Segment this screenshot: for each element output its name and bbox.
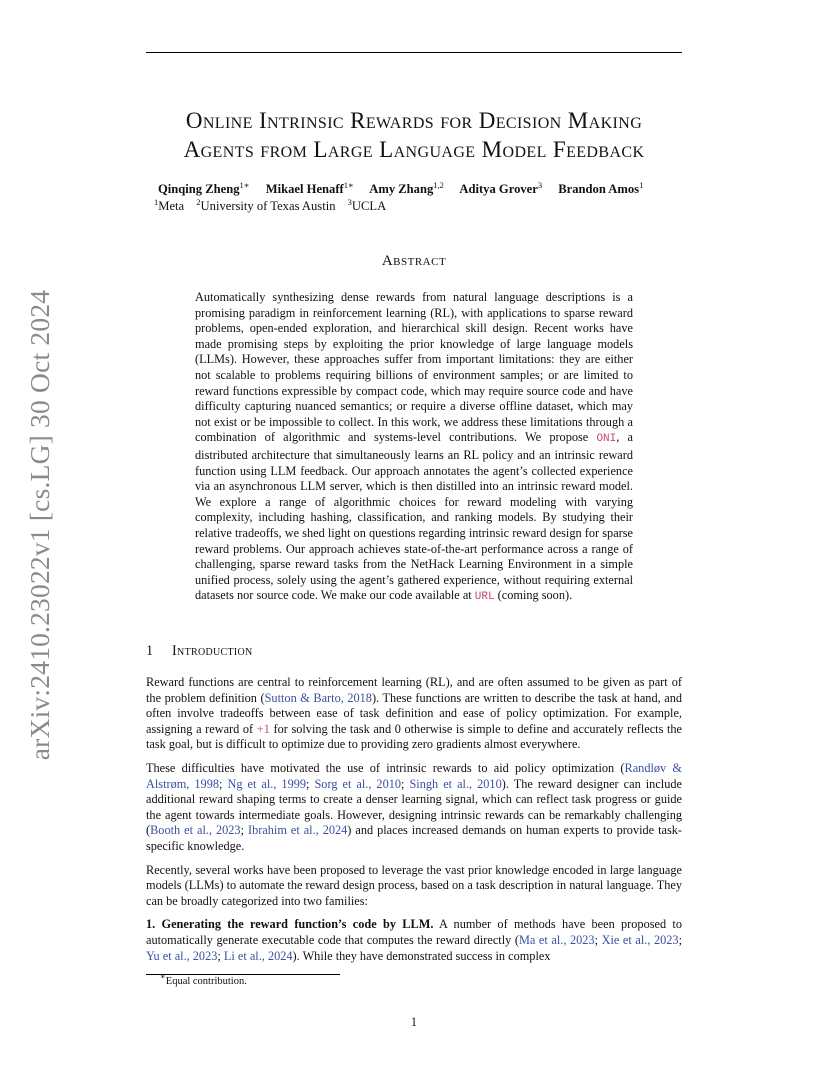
title-line-1: Online Intrinsic Rewards for Decision Making [185, 108, 643, 133]
footnote [160, 971, 247, 987]
header-rule [146, 52, 682, 53]
code-url-link[interactable]: URL [474, 591, 495, 604]
oni-method-link[interactable]: ONI [596, 433, 617, 446]
footnote-rule [146, 974, 340, 975]
abstract-part-2: , a distributed architecture that simultaneously learns an RL policy and an intrinsic reward function using LLM feedback. Our approach annotates the agent’s collected experience via an asynchronous LLM server, which is then distilled into an intrinsic reward model. We explore a range of algorithmic choices for reward modeling with varying complexity, including hashing, classification, and ranking models. By studying their relative tradeoffs, we shed light on questions regarding intrinsic reward design for sparse reward problems. Our approach achieves state-of-the-art performance across a range of challenging, sparse reward tasks from the NetHack Learning Environment in a simple unified process, solely using the agent’s gathered experience, without requiring external datasets nor source code. We make our code available at [195, 430, 633, 603]
author-list [158, 182, 643, 197]
paragraph [146, 675, 682, 753]
paragraph: These difficulties have motivated the use of intrinsic rewards to aid policy optimization (Randløv & Alstrøm, 1998; Ng et al., 1999; Sorg et al., 2010; Singh et al., 2010). The reward designer can include additional reward shaping terms to create a denser learning signal, which can reflect task progress or guide the agent towards intermediate goals. However, designing intrinsic rewards can be remarkably challenging (Booth et al., 2023; Ibrahim et al., 2024) and places increased demands on human experts to provide task-specific knowledge. [146, 760, 683, 853]
citation-link[interactable]: Booth et al., 2023 [150, 823, 241, 838]
author-name: Amy Zhang [369, 182, 434, 196]
citation-link[interactable]: Singh et al., 2010 [409, 776, 502, 791]
footnote-mark: ∗ [160, 971, 166, 981]
math-plus-one: +1 [256, 721, 270, 736]
text-run: ). While they have demonstrated success in complex [292, 948, 551, 963]
bold-lead: 1. Generating the reward function’s code by LLM. [146, 917, 434, 932]
paper-title [146, 106, 682, 164]
arxiv-identifier[interactable]: arXiv:2410.23022v1 [cs.LG] 30 Oct 2024 [24, 289, 55, 761]
citation-link[interactable]: Xie et al., 2023 [601, 932, 679, 947]
citation-link[interactable]: Randløv & Alstrøm, 1998 [146, 760, 683, 791]
affiliation-mark: 2 [196, 197, 201, 207]
text-run: ) and places increased demands on human experts to provide task-specific knowledge. [146, 823, 682, 853]
citation-link[interactable]: Ma et al., 2023 [518, 932, 595, 947]
section-heading [146, 643, 253, 660]
text-run: These difficulties have motivated the use of intrinsic rewards to aid policy optimization ( [146, 760, 625, 775]
text-run: for solving the task and 0 otherwise is simple to define and accurately reflects the task goal, but is difficult to optimize due to providing zero gradients almost everywhere. [146, 721, 683, 752]
text-run: Reward functions are central to reinforcement learning (RL), and are often assumed to be given as part of the problem definition ( [146, 675, 682, 705]
text-run: ). The reward designer can include additional reward shaping terms to create a denser learning signal, which can reflect task progress or guide the agent towards intermediate goals. However, designing intrinsic rewards can be remarkably challenging ( [146, 776, 682, 838]
author-affil-mark: 1,2 [433, 180, 444, 190]
affiliation-mark: 1 [154, 197, 159, 207]
author-name: Aditya Grover [459, 182, 538, 196]
affiliation-name: Meta [158, 199, 185, 213]
author-affil-mark: 1 [639, 180, 644, 190]
abstract-part-1: Automatically synthesizing dense rewards from natural language descriptions is a promising paradigm in reinforcement learning (RL), with applications to sparse reward problems, open-ended exploration, and hierarchical skill design. Recent works have made promising steps by exploiting the prior knowledge of large language models (LLMs). However, these approaches suffer from important limitations: they are either not scalable to problems requiring billions of environment samples; or are limited to reward functions expressible by compact code, which may require source code and have difficulty capturing nuanced semantics; or require a diverse offline dataset, which may not exist or be impossible to collect. In this work, we address these limitations through a combination of algorithmic and systems-level contributions. We propose [195, 290, 633, 445]
paragraph: 1. Generating the reward function’s code by LLM. A number of methods have been proposed to automatically generate executable code that computes the reward directly (Ma et al., 2023; Xie et al., 2023; Yu et al., 2023; Li et al., 2024). While they have demonstrated success in complex [146, 917, 683, 963]
paragraph: Recently, several works have been proposed to leverage the vast prior knowledge encoded in large language models (LLMs) to automate the reward design process, based on a task description in natural language. They can be broadly categorized into two families: [146, 862, 682, 908]
author-name: Qinqing Zheng [158, 182, 240, 196]
author-name: Mikael Henaff [265, 182, 344, 196]
text-run: A number of methods have been proposed to automatically generate executable code that computes the reward directly ( [146, 917, 682, 947]
citation-link[interactable]: Li et al., 2024 [223, 948, 293, 963]
citation-link[interactable]: Sorg et al., 2010 [314, 776, 402, 791]
abstract-text [195, 290, 633, 606]
author-name: Brandon Amos [558, 182, 640, 196]
citation-link[interactable]: Ng et al., 1999 [227, 776, 307, 791]
section-number: 1 [146, 643, 154, 659]
text-run: ). These functions are written to describe the task at hand, and often involve tradeoffs between ease of task definition and ease of policy optimization. For example, assigning a reward of [146, 690, 682, 736]
section-title: Introduction [172, 643, 253, 659]
abstract-heading: Abstract [381, 253, 447, 269]
citation-link[interactable]: Sutton & Barto, 2018 [264, 690, 372, 705]
page-number: 1 [410, 1015, 418, 1029]
citation-link[interactable]: Yu et al., 2023 [146, 948, 218, 963]
author-affil-mark: 3 [537, 180, 543, 190]
affiliation-name: UCLA [351, 199, 387, 213]
abstract-part-3: (coming soon). [494, 588, 573, 603]
affiliation-mark: 3 [347, 197, 352, 207]
author-affil-mark: 1∗ [343, 180, 354, 190]
footnote-text: Equal contribution. [165, 976, 247, 987]
affiliation-name: University of Texas Austin [200, 199, 336, 213]
affiliations [154, 199, 386, 214]
citation-link[interactable]: Ibrahim et al., 2024 [247, 823, 348, 838]
introduction-body [146, 675, 682, 972]
author-affil-mark: 1∗ [239, 180, 250, 190]
title-line-2: Agents from Large Language Model Feedback [183, 137, 645, 162]
